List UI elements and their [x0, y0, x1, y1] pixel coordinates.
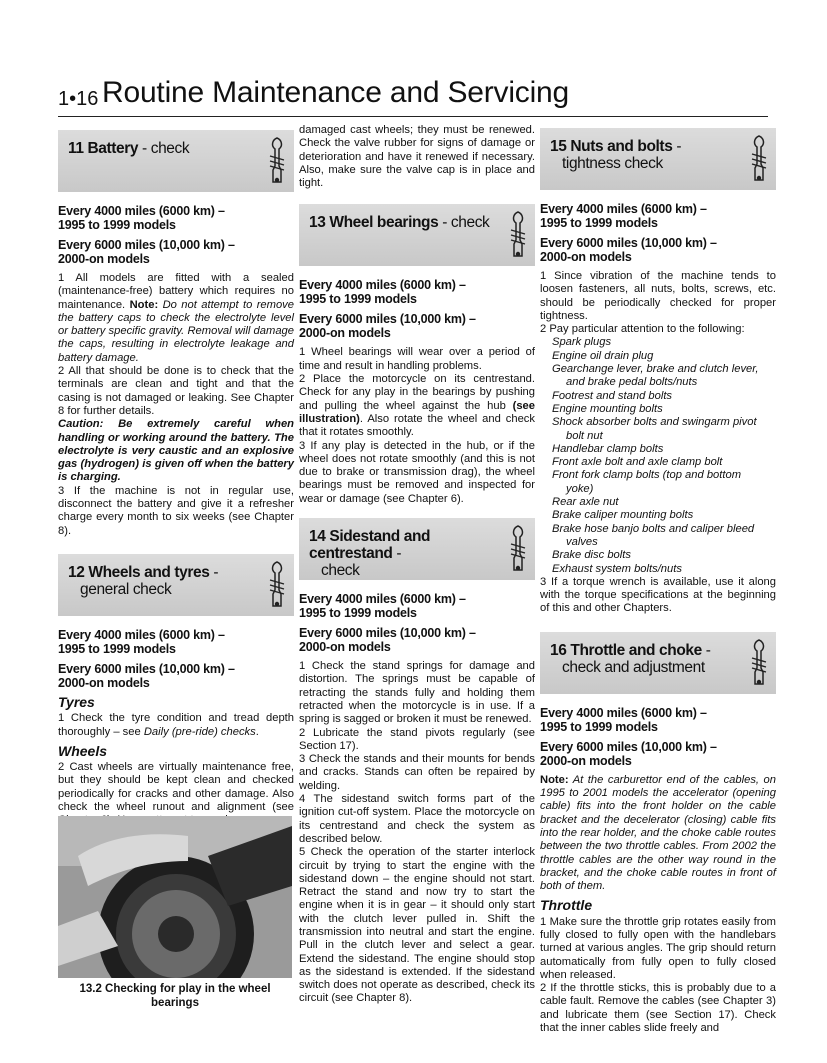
battery-para-2: 2 All that should be done is to check that the terminals are clean and tight and that the casing is not damaged or leaking. See Chapter 8 for further details. — [58, 365, 294, 417]
wrench-difficulty-icon — [748, 638, 770, 688]
section-16-header: 16 Throttle and choke - check and adjustment — [540, 632, 776, 694]
list-item: Exhaust system bolts/nuts — [552, 562, 682, 575]
interval-2: Every 6000 miles (10,000 km) – 2000-on models — [299, 626, 476, 655]
page-number: 1•16 — [58, 88, 99, 110]
section-12-header: 12 Wheels and tyres - general check — [58, 554, 294, 616]
interval-1: Every 4000 miles (6000 km) – 1995 to 1999 models — [58, 627, 225, 656]
list-item: Front axle bolt and axle clamp bolt — [552, 456, 723, 469]
list-item: Brake caliper mounting bolts — [552, 509, 694, 522]
interval-1: Every 4000 miles (6000 km) – 1995 to 1999 models — [540, 705, 707, 734]
nuts-para-3: 3 If a torque wrench is available, use it along with the torque specifications at the beginning of this and other Chapters. — [540, 575, 776, 615]
wheel-bearing-para-3: 3 If any play is detected in the hub, or if the wheel does not rotate smoothly (and this is not due to brake or transmission drag), the wheel bearings must be removed and inspected for wear or damage (see Chapter 6). — [299, 439, 535, 505]
throttle-para-1: 1 Make sure the throttle grip rotates easily from fully closed to fully open with the handlebars turned at various angles. The grip should return automatically from fully open to fully closed when released. — [540, 915, 776, 981]
interval-2: Every 6000 miles (10,000 km) – 2000-on models — [540, 236, 717, 264]
wrench-difficulty-icon — [266, 136, 288, 186]
section-13-header: 13 Wheel bearings - check — [299, 204, 535, 266]
interval-2: Every 6000 miles (10,000 km) – 2000-on models — [58, 661, 235, 690]
column-1 — [58, 124, 294, 828]
subheading-tyres: Tyres — [58, 693, 95, 710]
interval-2: Every 6000 miles (10,000 km) – 2000-on models — [58, 238, 235, 266]
list-item: yoke) — [566, 482, 594, 495]
nuts-para-1: 1 Since vibration of the machine tends to loosen fasteners, all nuts, bolts, screws, etc. should be periodically checked for proper tightness. — [540, 270, 776, 322]
battery-caution: Caution: Be extremely careful when handling or working around the battery. The electrolyte is very caustic and an explosive gas (hydrogen) is given off when the battery is charging. — [58, 418, 294, 484]
interval-2: Every 6000 miles (10,000 km) – 2000-on models — [540, 739, 717, 768]
battery-para-1: 1 All models are fitted with a sealed (maintenance-free) battery which requires no maintenance. Note: Do not attempt to remove the battery caps to check the electrolyte level or battery specific gravity. Removal will damage the caps, resulting in electrolyte leakage and battery damage. — [58, 272, 294, 364]
wheels-para: 2 Cast wheels are virtually maintenance free, but they should be kept clean and checked periodically for cracks and other damage. Also check the wheel runout and alignment (see — [58, 761, 294, 814]
subheading-wheels: Wheels — [58, 742, 108, 759]
stand-para-5: 5 Check the operation of the starter interlock circuit by trying to start the engine with the sidestand down – the engine should not start. Retract the stand and now try to start the engine when it is in gear – it should only start with the clutch lever pulled in. Shift the transmission into neutral and start the engine. Pull in the clutch lever and select a gear. Extend the sidestand. The engine should stop as the sidestand is extended. If the sidestand switch does not operate as described, check its circuit (see Chapter 8). — [299, 846, 535, 1005]
list-item: Brake hose banjo bolts and caliper bleed — [552, 522, 755, 535]
list-item: Brake disc bolts — [552, 549, 631, 562]
list-item: Rear axle nut — [552, 496, 619, 509]
list-item: Spark plugs — [552, 336, 612, 349]
stand-para-1: 1 Check the stand springs for damage and distortion. The springs must be capable of retracting the stands fully and holding them retracted when the motorcycle is in use. If a spring is sagged or broken it must be renewed. — [299, 660, 535, 726]
wrench-difficulty-icon — [266, 560, 288, 610]
list-item: Engine mounting bolts — [552, 402, 663, 415]
tyres-para: 1 Check the tyre condition and tread depth thoroughly – see Daily (pre-ride) checks. — [58, 712, 294, 738]
wrench-difficulty-icon — [748, 134, 770, 184]
list-item: Shock absorber bolts and swingarm pivot — [552, 416, 757, 429]
page-title: Routine Maintenance and Servicing — [102, 76, 570, 109]
wheel-bearing-photo — [58, 816, 292, 978]
list-item: Gearchange lever, brake and clutch lever, — [552, 363, 759, 376]
list-item: Engine oil drain plug — [552, 349, 654, 362]
section-11-header — [58, 130, 294, 192]
throttle-note: Note: At the carburettor end of the cables, on 1995 to 2001 models the accelerator (opening cable) fits into the front holder on the cable bracket and the decelerator (closing) cable fits into the rear holder, and the choke cable routes between the two throttle cables. From 2002 the throttle cables are the other way round in the bracket, and the choke cable routes in front of both of them. — [540, 773, 776, 893]
list-item: valves — [566, 535, 598, 548]
column-3 — [540, 124, 776, 1035]
interval-1: Every 4000 miles (6000 km) – 1995 to 1999 models — [299, 592, 466, 621]
interval-2: Every 6000 miles (10,000 km) – 2000-on models — [299, 312, 476, 341]
list-item: Front fork clamp bolts (top and bottom — [552, 469, 742, 482]
column-2 — [299, 124, 535, 1006]
wheel-bearing-para-1: 1 Wheel bearings will wear over a period of time and result in handling problems. — [299, 346, 535, 372]
list-item: Handlebar clamp bolts — [552, 442, 664, 455]
wrench-difficulty-icon — [507, 524, 529, 574]
list-item: bolt nut — [566, 429, 603, 442]
stand-para-2: 2 Lubricate the stand pivots regularly (see Section 17). — [299, 726, 535, 752]
photo-caption: 13.2 Checking for play in the wheel bearings — [79, 983, 271, 1009]
interval-1: Every 4000 miles (6000 km) – 1995 to 1999 models — [58, 204, 225, 232]
stand-para-3: 3 Check the stands and their mounts for bends and cracks. Stands can often be repaired by welding. — [299, 753, 535, 792]
throttle-para-2: 2 If the throttle sticks, this is probably due to a cable fault. Remove the cables (see Chapter 3) and lubricate them (see Section 17). Check that the inner cables slide freely and — [540, 982, 776, 1035]
section-15-header: 15 Nuts and bolts - tightness check — [540, 128, 776, 190]
wrench-difficulty-icon — [507, 210, 529, 260]
wheels-continued: damaged cast wheels; they must be renewed. Check the valve rubber for signs of damage or deterioration and have it renewed if necessary. Also, make sure the valve cap is in place and tight. — [299, 124, 535, 190]
wheel-bearing-para-2: 2 Place the motorcycle on its centrestand. Check for any play in the bearings by pushing and pulling the wheel against the hub (see illustration). Also rotate the wheel and check that it rotates smoothly. — [299, 373, 535, 439]
section-subtitle: general check — [80, 580, 172, 598]
list-item: and brake pedal bolts/nuts — [566, 376, 698, 389]
list-item: Footrest and stand bolts — [552, 389, 673, 402]
battery-para-3: 3 If the machine is not in regular use, disconnect the battery and give it a refresher charge every month to six weeks (see Chapter 8). — [58, 484, 294, 537]
page-header — [58, 76, 768, 117]
fastener-list — [540, 336, 776, 575]
interval-1: Every 4000 miles (6000 km) – 1995 to 1999 models — [540, 202, 707, 230]
subheading-throttle: Throttle — [540, 897, 593, 914]
nuts-para-2: 2 Pay particular attention to the following: — [540, 323, 745, 336]
section-title: Battery — [87, 140, 139, 157]
section-number: 11 — [68, 140, 84, 157]
interval-1: Every 4000 miles (6000 km) – 1995 to 1999 models — [299, 278, 466, 307]
stand-para-4: 4 The sidestand switch forms part of the ignition cut-off system. Place the motorcycle on its centrestand and check the system as described below. — [299, 793, 535, 845]
section-14-header: 14 Sidestand and centrestand - check — [299, 518, 535, 580]
section-title-rest: - check — [138, 140, 190, 157]
